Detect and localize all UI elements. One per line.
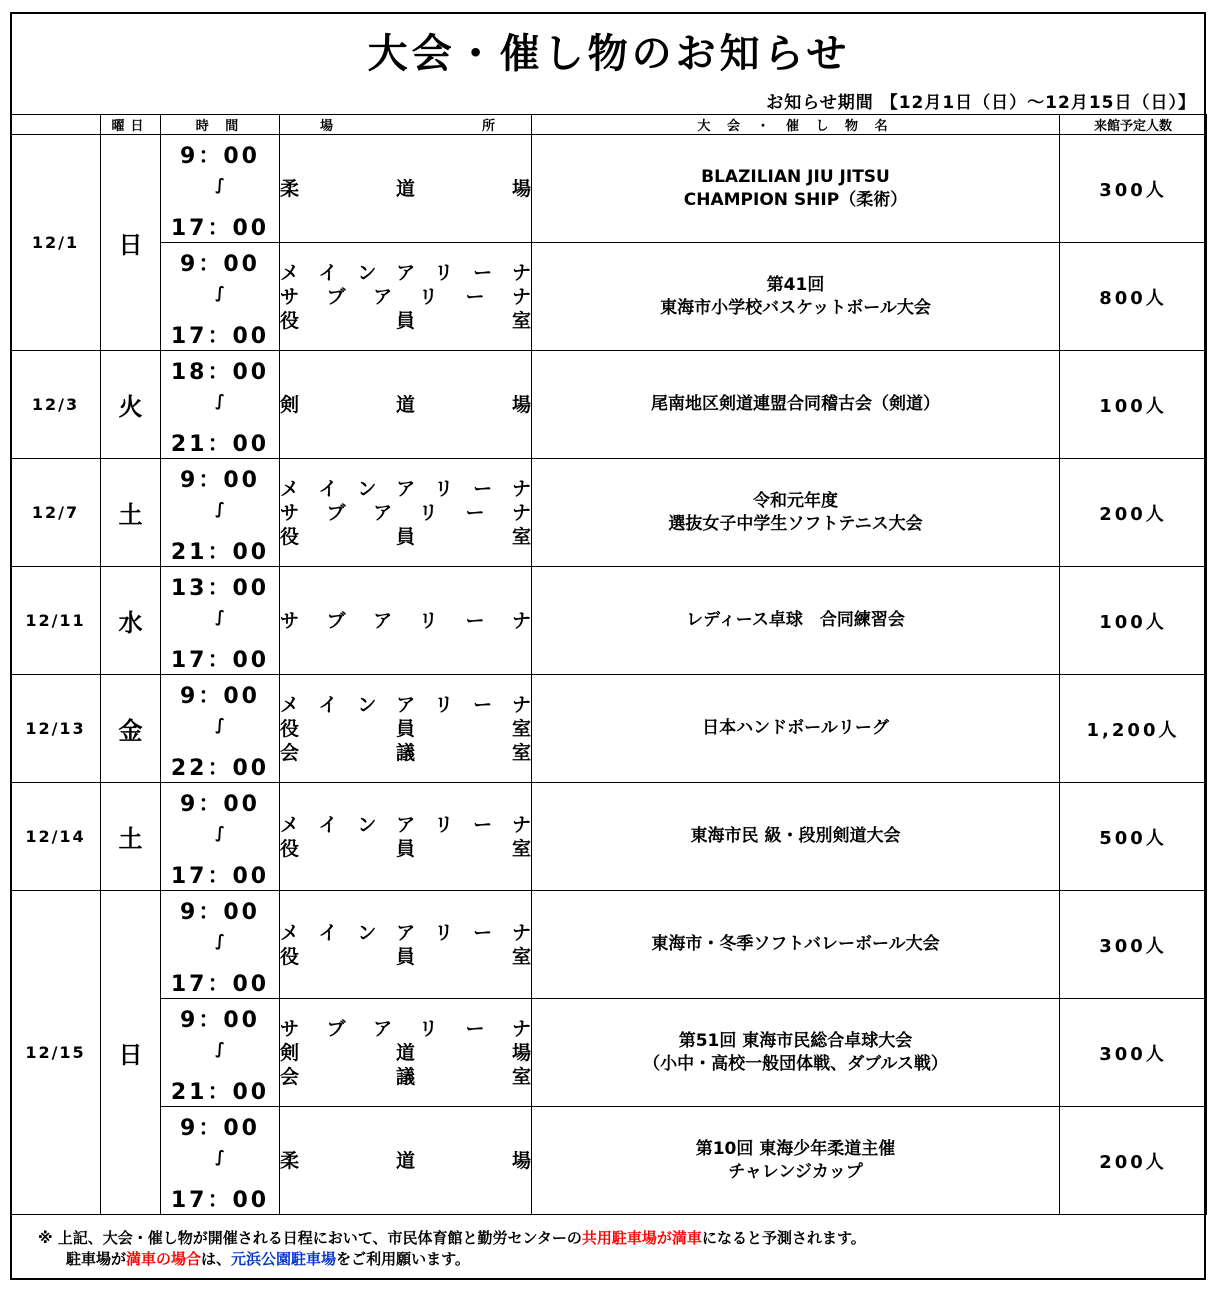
place-line: 役員室	[280, 525, 531, 548]
schedule-table	[10, 114, 1207, 1215]
event-weekday: 日	[101, 135, 161, 351]
place-line: 役員室	[280, 837, 531, 860]
place-line: 剣道場	[280, 393, 531, 416]
event-place	[280, 1107, 532, 1215]
footer-text: になると予測されます。	[701, 1229, 866, 1247]
event-name-line: BLAZILIAN JIU JITSU	[701, 166, 890, 187]
expected-attendance: 300人	[1060, 999, 1207, 1107]
event-date: 12/14	[11, 783, 101, 891]
start-time: 9：00	[180, 684, 260, 709]
event-name	[532, 351, 1060, 459]
event-name-line: 第51回 東海市民総合卓球大会	[678, 1030, 913, 1051]
event-name	[532, 567, 1060, 675]
place-line: メインアリーナ	[280, 693, 531, 716]
page-title: 大会・催し物のお知らせ	[367, 31, 851, 77]
event-time	[161, 999, 280, 1107]
event-weekday: 日	[101, 891, 161, 1215]
event-place	[280, 243, 532, 351]
event-date: 12/1	[11, 135, 101, 351]
start-time: 9：00	[180, 1116, 260, 1141]
event-name	[532, 459, 1060, 567]
time-separator: ∫	[215, 607, 225, 626]
event-name-line: CHAMPION SHIP（柔術）	[683, 189, 908, 210]
start-time: 9：00	[180, 144, 260, 169]
event-time	[161, 891, 280, 999]
place-line: メインアリーナ	[280, 921, 531, 944]
time-separator: ∫	[215, 1147, 225, 1166]
place-line: 剣道場	[280, 1041, 531, 1064]
start-time: 9：00	[180, 900, 260, 925]
place-line: 柔道場	[280, 177, 531, 200]
footer-line-2	[38, 1249, 866, 1270]
event-weekday: 金	[101, 675, 161, 783]
event-name	[532, 243, 1060, 351]
place-line: メインアリーナ	[280, 261, 531, 284]
event-time	[161, 783, 280, 891]
event-name-line: 東海市民 級・段別剣道大会	[690, 826, 901, 846]
event-name	[532, 891, 1060, 999]
start-time: 9：00	[180, 252, 260, 277]
header-place-left: 場	[320, 119, 340, 134]
footer-line-1	[38, 1228, 866, 1249]
header-place-right: 所	[481, 119, 501, 134]
expected-attendance: 100人	[1060, 567, 1207, 675]
footer-note	[38, 1228, 866, 1270]
table-row	[11, 243, 1207, 351]
expected-attendance: 200人	[1060, 1107, 1207, 1215]
end-time: 17：00	[170, 1188, 270, 1213]
expected-attendance: 1,200人	[1060, 675, 1207, 783]
place-line: 柔道場	[280, 1149, 531, 1172]
start-time: 9：00	[180, 468, 260, 493]
expected-attendance: 200人	[1060, 459, 1207, 567]
place-line: メインアリーナ	[280, 813, 531, 836]
event-weekday: 土	[101, 459, 161, 567]
header-dow: 曜日	[101, 115, 161, 135]
footer-text: ※ 上記、大会・催し物が開催される日程において、市民体育館と勤労センターの	[38, 1229, 582, 1247]
event-name-line: （小中・高校一般団体戦、ダブルス戦）	[643, 1053, 948, 1074]
event-name	[532, 783, 1060, 891]
end-time: 21：00	[170, 1080, 270, 1105]
footer-text: は、	[201, 1250, 232, 1268]
event-place	[280, 135, 532, 243]
time-separator: ∫	[215, 499, 225, 518]
place-line: サブアリーナ	[280, 501, 531, 524]
table-header-row	[11, 115, 1207, 135]
event-date: 12/3	[11, 351, 101, 459]
expected-attendance: 300人	[1060, 891, 1207, 999]
event-name	[532, 135, 1060, 243]
start-time: 9：00	[180, 792, 260, 817]
footer-highlight-red: 共用駐車場が満車	[581, 1229, 702, 1247]
event-time	[161, 675, 280, 783]
event-place	[280, 891, 532, 999]
event-name-line: 日本ハンドボールリーグ	[702, 718, 889, 738]
start-time: 18：00	[170, 360, 270, 385]
event-name	[532, 675, 1060, 783]
footer-text: 駐車場が	[66, 1250, 127, 1268]
place-line: サブアリーナ	[280, 609, 531, 632]
table-row	[11, 1107, 1207, 1215]
event-time	[161, 243, 280, 351]
event-name	[532, 1107, 1060, 1215]
event-date: 12/11	[11, 567, 101, 675]
end-time: 17：00	[170, 648, 270, 673]
event-place	[280, 351, 532, 459]
place-line: サブアリーナ	[280, 285, 531, 308]
place-line: 役員室	[280, 717, 531, 740]
event-time	[161, 351, 280, 459]
time-separator: ∫	[215, 931, 225, 950]
expected-attendance: 500人	[1060, 783, 1207, 891]
time-separator: ∫	[215, 715, 225, 734]
event-name-line: 令和元年度	[753, 490, 838, 511]
time-separator: ∫	[215, 391, 225, 410]
time-separator: ∫	[215, 175, 225, 194]
header-place	[280, 115, 532, 135]
event-weekday: 火	[101, 351, 161, 459]
footer-highlight-blue: 元浜公園駐車場	[231, 1250, 337, 1268]
event-name	[532, 999, 1060, 1107]
expected-attendance: 100人	[1060, 351, 1207, 459]
event-place	[280, 567, 532, 675]
event-date: 12/13	[11, 675, 101, 783]
event-date: 12/15	[11, 891, 101, 1215]
table-row	[11, 999, 1207, 1107]
event-time	[161, 459, 280, 567]
header-event: 大 会 ・ 催 し 物 名	[532, 115, 1060, 135]
end-time: 17：00	[170, 324, 270, 349]
event-place	[280, 459, 532, 567]
end-time: 21：00	[170, 432, 270, 457]
event-time	[161, 135, 280, 243]
header-date	[11, 115, 101, 135]
start-time: 13：00	[170, 576, 270, 601]
place-line: サブアリーナ	[280, 1017, 531, 1040]
time-separator: ∫	[215, 1039, 225, 1058]
end-time: 17：00	[170, 864, 270, 889]
place-line: 会議室	[280, 1065, 531, 1088]
expected-attendance: 300人	[1060, 135, 1207, 243]
time-separator: ∫	[215, 823, 225, 842]
table-row	[11, 675, 1207, 783]
end-time: 22：00	[170, 756, 270, 781]
end-time: 21：00	[170, 540, 270, 565]
place-line: メインアリーナ	[280, 477, 531, 500]
place-line: 会議室	[280, 741, 531, 764]
event-name-line: 選抜女子中学生ソフトテニス大会	[668, 513, 923, 534]
event-name-line: 東海市小学校バスケットボール大会	[660, 297, 931, 318]
expected-attendance: 800人	[1060, 243, 1207, 351]
table-row	[11, 891, 1207, 999]
end-time: 17：00	[170, 216, 270, 241]
place-line: 役員室	[280, 309, 531, 332]
event-place	[280, 999, 532, 1107]
table-row	[11, 135, 1207, 243]
event-time	[161, 1107, 280, 1215]
event-weekday: 土	[101, 783, 161, 891]
table-row	[11, 783, 1207, 891]
event-place	[280, 783, 532, 891]
header-count: 来館予定人数	[1060, 115, 1207, 135]
event-name-line: 東海市・冬季ソフトバレーボール大会	[651, 934, 940, 954]
event-place	[280, 675, 532, 783]
event-name-line: レディース卓球 合同練習会	[686, 610, 905, 630]
start-time: 9：00	[180, 1008, 260, 1033]
event-name-line: チャレンジカップ	[728, 1161, 863, 1182]
event-date: 12/7	[11, 459, 101, 567]
time-separator: ∫	[215, 283, 225, 302]
event-name-line: 第41回	[766, 274, 825, 295]
place-line: 役員室	[280, 945, 531, 968]
table-row	[11, 351, 1207, 459]
event-time	[161, 567, 280, 675]
event-weekday: 水	[101, 567, 161, 675]
table-row	[11, 567, 1207, 675]
event-name-line: 尾南地区剣道連盟合同稽古会（剣道）	[651, 394, 940, 414]
notice-period: お知らせ期間 【12月1日（日）～12月15日（日）】	[766, 93, 1196, 113]
event-name-line: 第10回 東海少年柔道主催	[695, 1138, 896, 1159]
table-row	[11, 459, 1207, 567]
end-time: 17：00	[170, 972, 270, 997]
footer-text: をご利用願います。	[336, 1250, 470, 1268]
header-time: 時 間	[161, 115, 280, 135]
footer-highlight-red: 満車の場合	[126, 1250, 202, 1268]
